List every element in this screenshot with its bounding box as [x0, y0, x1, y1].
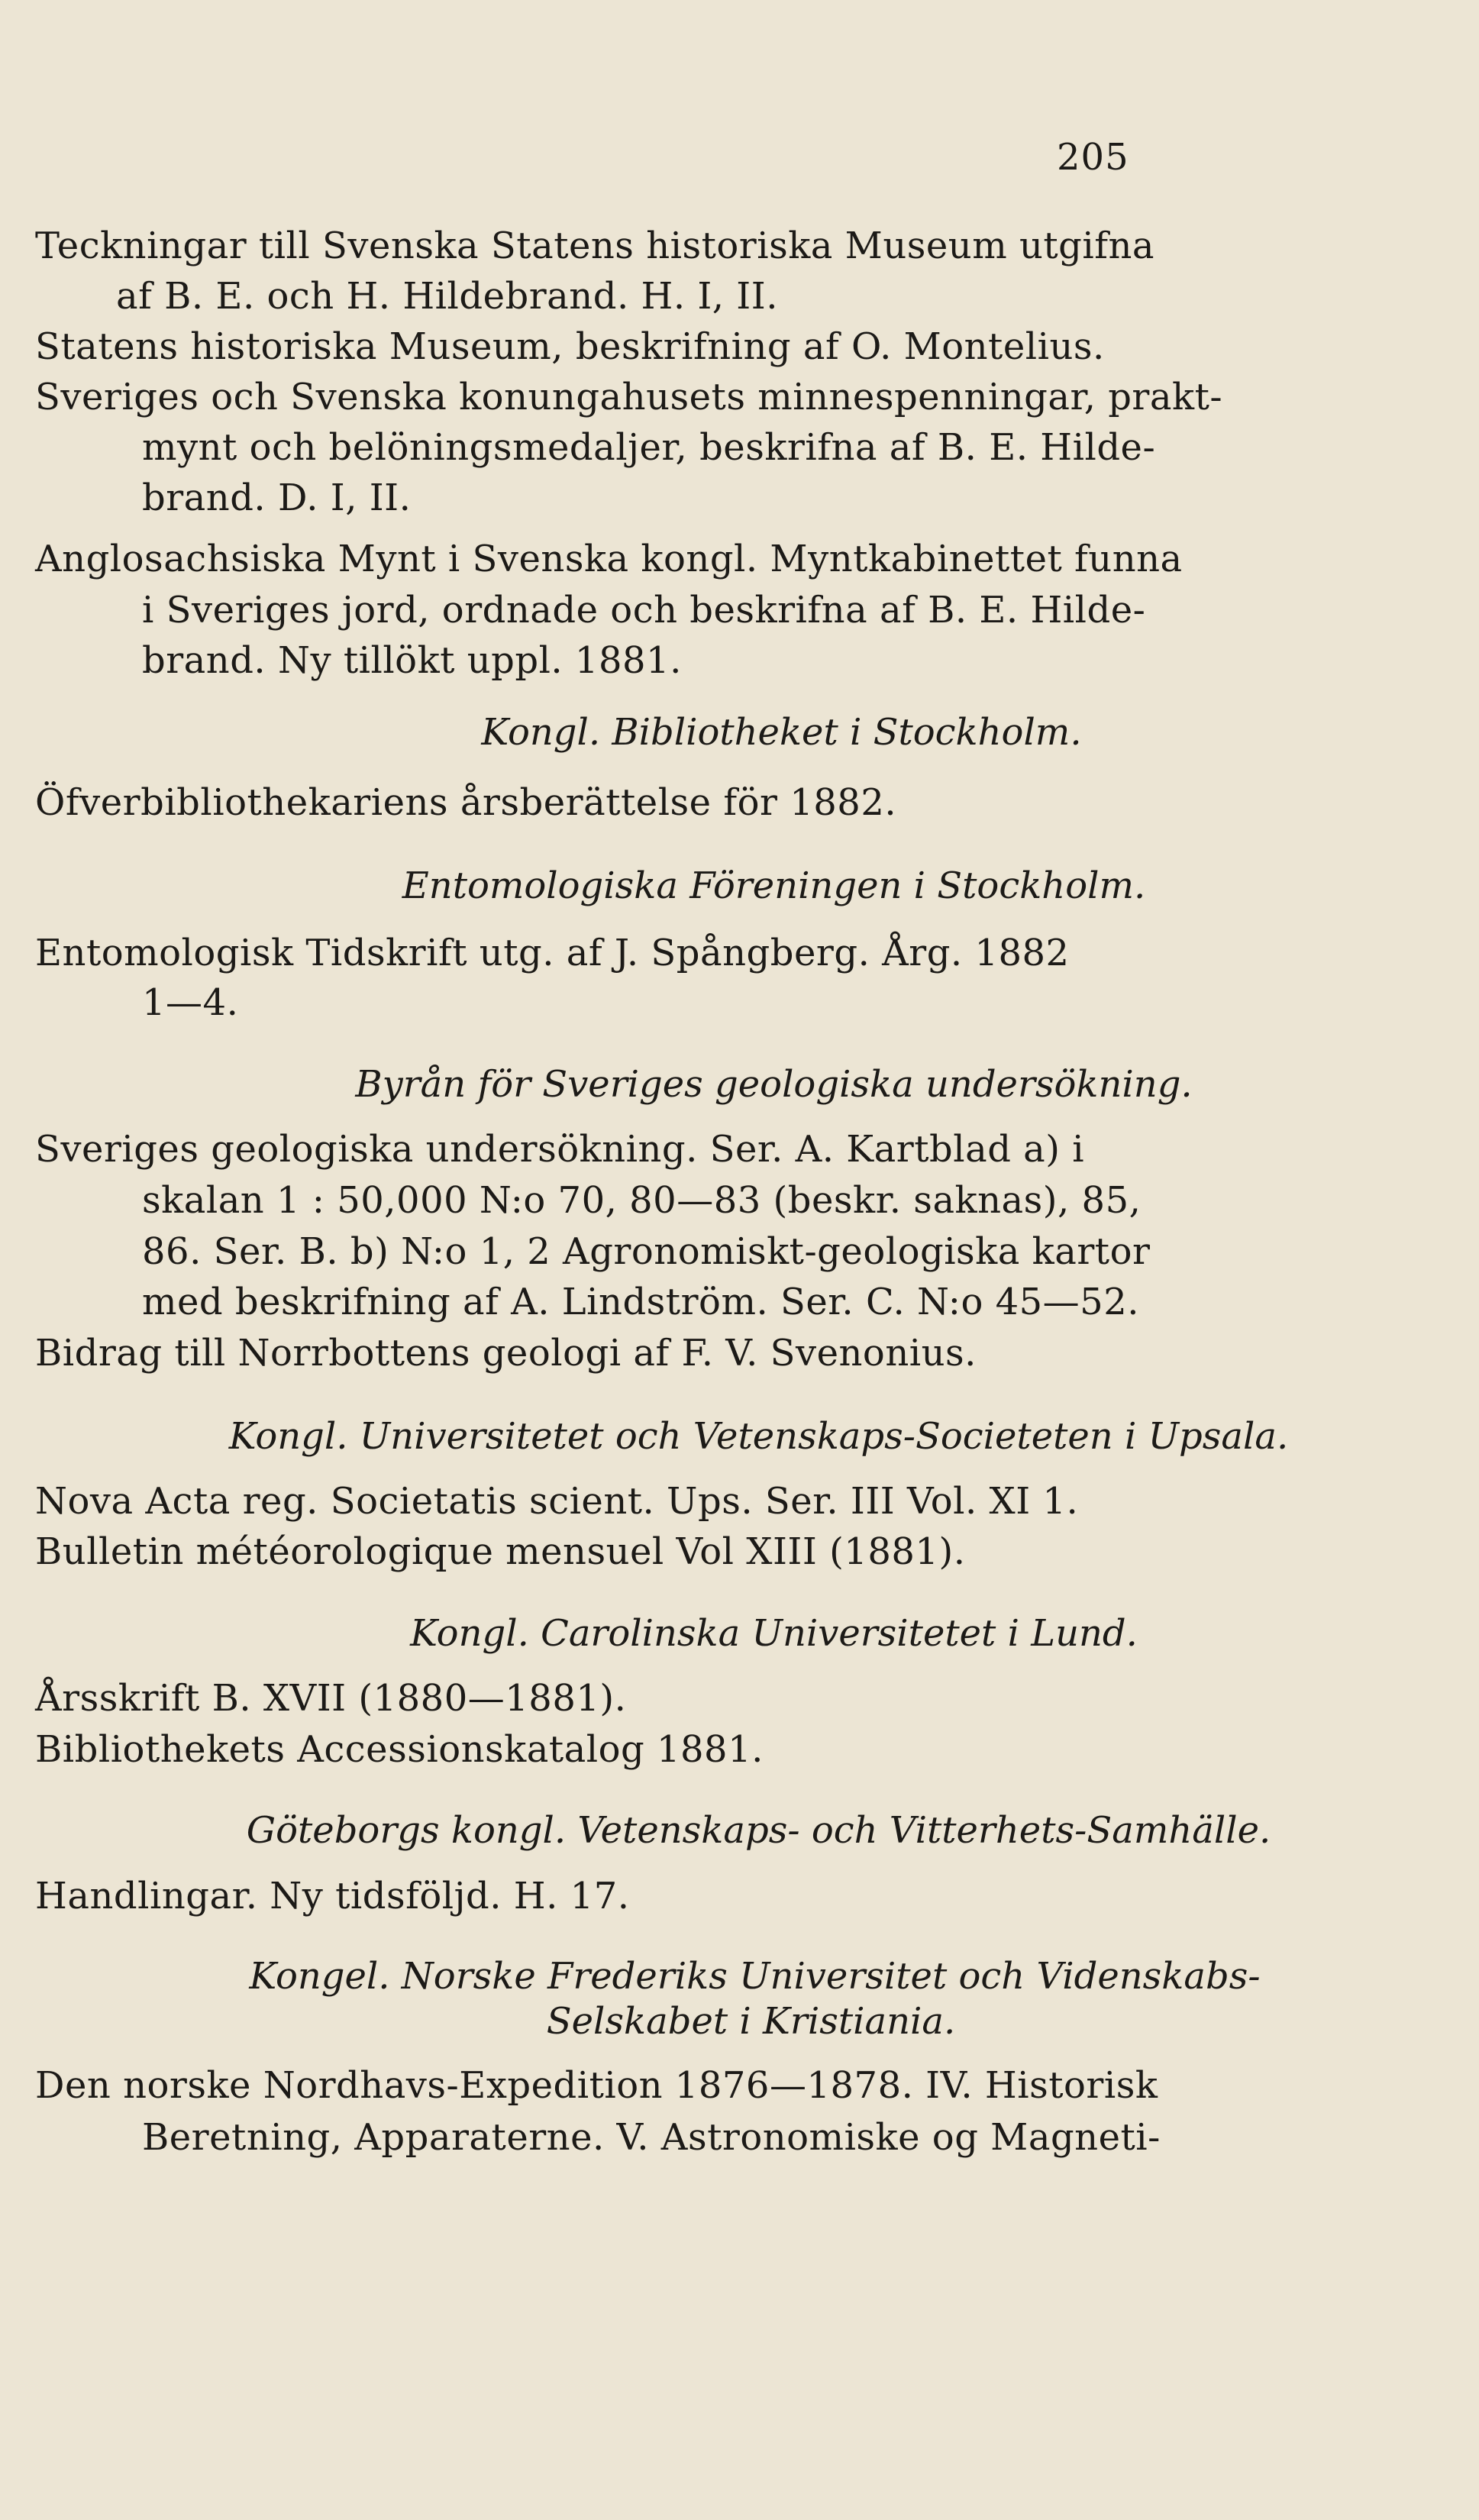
entry-line: Nova Acta reg. Societatis scient. Ups. Ser. III Vol. XI 1.: [35, 1480, 1079, 1523]
entry-line: Bulletin météorologique mensuel Vol XIII (1881).: [35, 1530, 966, 1573]
section-heading: Kongel. Norske Frederiks Universitet och Videnskabs-: [249, 1955, 1261, 1998]
entry-line: brand. D. I, II.: [142, 477, 412, 519]
entry-line: Teckningar till Svenska Statens historiska Museum utgifna: [35, 225, 1155, 267]
entry-line: Handlingar. Ny tidsföljd. H. 17.: [35, 1875, 630, 1917]
entry-line: af B. E. och H. Hildebrand. H. I, II.: [116, 275, 778, 318]
entry-line: Den norske Nordhavs-Expedition 1876—1878. IV. Historisk: [35, 2064, 1158, 2107]
entry-line: skalan 1 : 50,000 N:o 70, 80—83 (beskr. saknas), 85,: [142, 1179, 1142, 1222]
section-heading: Selskabet i Kristiania.: [546, 2000, 956, 2043]
section-heading: Kongl. Universitetet och Vetenskaps-Societeten i Upsala.: [228, 1415, 1289, 1458]
entry-line: Bibliothekets Accessionskatalog 1881.: [35, 1728, 764, 1771]
entry-line: Sveriges geologiska undersökning. Ser. A. Kartblad a) i: [35, 1128, 1085, 1171]
entry-line: Öfverbibliothekariens årsberättelse för 1882.: [35, 781, 897, 824]
section-heading: Entomologiska Föreningen i Stockholm.: [402, 864, 1146, 907]
page-number: 205: [1057, 136, 1129, 179]
entry-line: brand. Ny tillökt uppl. 1881.: [142, 639, 682, 682]
entry-line: Statens historiska Museum, beskrifning af O. Montelius.: [35, 325, 1105, 368]
section-heading: Kongl. Bibliotheket i Stockholm.: [481, 711, 1082, 754]
entry-line: mynt och belöningsmedaljer, beskrifna af B. E. Hilde-: [142, 426, 1156, 469]
entry-line: Årsskrift B. XVII (1880—1881).: [35, 1677, 627, 1720]
entry-line: 1—4.: [142, 981, 239, 1024]
entry-line: Anglosachsiska Mynt i Svenska kongl. Myntkabinettet funna: [35, 538, 1183, 580]
entry-line: Sveriges och Svenska konungahusets minnespenningar, prakt-: [35, 376, 1223, 418]
entry-line: 86. Ser. B. b) N:o 1, 2 Agronomiskt-geologiska kartor: [142, 1230, 1151, 1273]
section-heading: Byrån för Sveriges geologiska undersökning.: [355, 1063, 1193, 1106]
entry-line: Bidrag till Norrbottens geologi af F. V. Svenonius.: [35, 1332, 977, 1375]
entry-line: Beretning, Apparaterne. V. Astronomiske og Magneti-: [142, 2116, 1161, 2159]
entry-line: med beskrifning af A. Lindström. Ser. C. N:o 45—52.: [142, 1281, 1140, 1323]
entry-line: Entomologisk Tidskrift utg. af J. Spångberg. Årg. 1882: [35, 932, 1070, 974]
entry-line: i Sveriges jord, ordnade och beskrifna af B. E. Hilde-: [142, 589, 1146, 632]
section-heading: Göteborgs kongl. Vetenskaps- och Vitterhets-Samhälle.: [246, 1809, 1271, 1852]
section-heading: Kongl. Carolinska Universitetet i Lund.: [410, 1612, 1138, 1655]
